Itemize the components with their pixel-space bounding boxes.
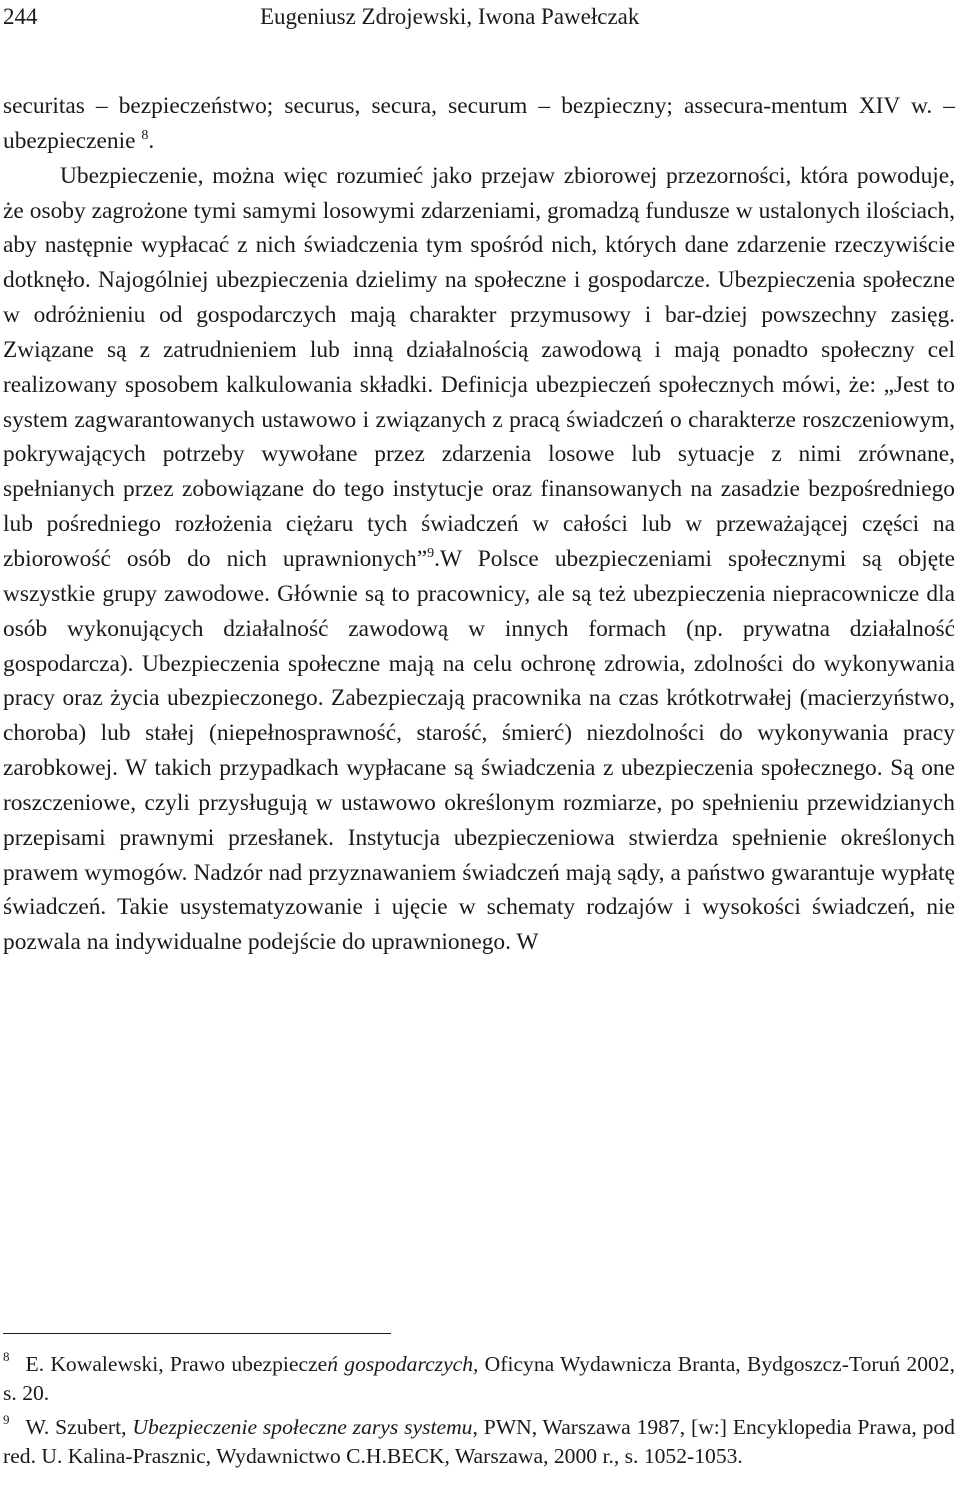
footnotes: [3, 1350, 955, 1476]
footnote-ref-9[interactable]: 9: [427, 545, 435, 561]
paragraph-1: securitas – bezpieczeństwo; securus, secura, securum – bezpieczny; assecura-mentum XIV w. – ubezpieczenie $^8$.: [3, 93, 955, 154]
footnote-9: $^9$ W. Szubert, Ubezpieczenie społeczne zarys systemu, PWN, Warszawa 1987, [w:] Encyklopedia Prawa, pod red. U. Kalina-Prasznic, Wydawnictwo C.H.BECK, Warszawa, 2000 r., s. 1052-1053.: [3, 1411, 955, 1468]
footnote-number: 8: [3, 1349, 10, 1364]
footnote-ref-8[interactable]: 8: [141, 127, 149, 143]
page-number: 244: [3, 4, 38, 29]
footnote-number: 9: [3, 1411, 10, 1427]
paragraph-2: [3, 159, 955, 960]
footnote-8: $^8$ E. Kowalewski, Prawo ubezpieczeń gospodarczych, Oficyna Wydawnicza Branta, Bydgoszcz-Toruń 2002, s. 20.: [3, 1349, 955, 1405]
paragraph-2-text-a: Ubezpieczenie, można więc rozumieć jako przejaw zbiorowej przezorności, która powoduje, że osoby zagrożone tymi samymi losowymi zdarzeniami, gromadzą fundusze w ustalonych ilościach, aby następnie wypłacać z nich świadczenia tym spośród nich, których dane zdarzenie rzeczywiście dotknęło. Najogólniej ubezpieczenia dzielimy na społeczne i gospodarcze. Ubezpieczenia społeczne w odróżnieniu od gospodarczych mają charakter przymusowy i bar-dziej powszechny zasięg. Związane są z zatrudnieniem lub inną działalnością zawodową i mają ponadto społeczny cel realizowany sposobem kalkulowania składki. Definicja ubezpieczeń społecznych mówi, że: „Jest to system zagwarantowanych ustawowo i związanych z pracą świadczeń o charakterze roszczeniowym, pokrywających potrzeby wywołane przez zdarzenia losowe lub sytuacje z nimi zrównane, spełnianych przez zobowiązane do tego instytucje oraz finansowanych na zasadzie bezpośredniego lub pośredniego rozłożenia ciężaru tych świadczeń w całości lub w przeważającej części na zbiorowość osób do nich uprawnionych”: [3, 162, 955, 572]
page-header: [3, 2, 943, 32]
footnote-separator: [3, 1333, 391, 1334]
main-text: [3, 89, 955, 960]
paragraph-2-text-b: .W Polsce ubezpieczeniami społecznymi są objęte wszystkie grupy zawodowe. Głównie są to pracownicy, ale są też ubezpieczenia niepracownicze dla osób wykonujących działalność zawodową w innych formach (np. prywatna działalność gospodarcza). Ubezpieczenia społeczne mają na celu ochronę zdrowia, zdolności do wykonywania pracy oraz życia ubezpieczonego. Zabezpieczają pracownika na czas krótkotrwałej (macierzyństwo, choroba) lub stałej (niepełnosprawność, starość, śmierć) niezdolności do wykonywania pracy zarobkowej. W takich przypadkach wypłacane są świadczenia z ubezpieczenia społecznego. Są one roszczeniowe, czyli przysługują w ustawowo określonym rozmiarze, po spełnieniu przewidzianych przepisami prawnymi przesłanek. Instytucja ubezpieczeniowa stwierdza spełnienie określonych prawem wymogów. Nadzór nad przyznawaniem świadczeń mają sądy, a państwo gwarantuje wypłatę świadczeń. Takie usystematyzowanie i ujęcie w schematy rodzajów i wysokości świadczeń, nie pozwala na indywidualne podejście do uprawnionego. W: [3, 545, 956, 956]
paragraph-1-text: securitas – bezpieczeństwo; securus, secura, securum – bezpieczny; assecura-mentum XIV w. – ubezpieczenie: [3, 93, 955, 154]
running-head-authors: Eugeniusz Zdrojewski, Iwona Pawełczak: [260, 4, 640, 29]
